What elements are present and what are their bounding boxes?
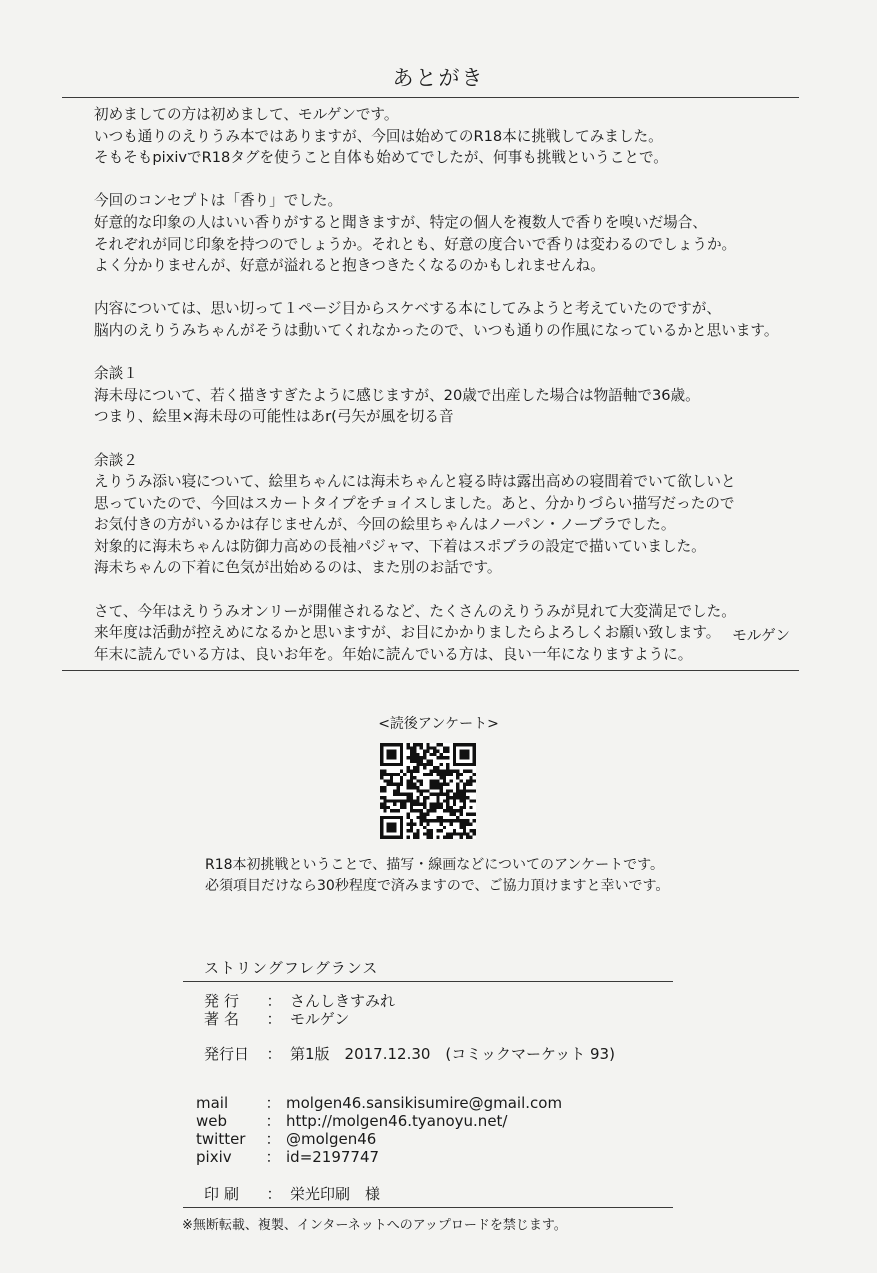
author-row xyxy=(204,1008,349,1029)
text-line: つまり、絵里×海未母の可能性はあr(弓矢が風を切る音 xyxy=(94,408,454,426)
author-value: モルゲン xyxy=(290,1010,350,1028)
text-line: そもそもpixivでR18タグを使うこと自体も始めてでしたが、何事も挑戦ということで。 xyxy=(94,149,668,167)
printer-value: 栄光印刷 様 xyxy=(290,1185,381,1203)
colophon-bottom-divider xyxy=(183,1207,673,1208)
text-line: 対象的に海未ちゃんは防御力高めの長袖パジャマ、下着はスポブラの設定で描いていました。 xyxy=(94,537,706,555)
survey-line: 必須項目だけなら30秒程度で済みますので、ご協力頂けますと幸いです。 xyxy=(205,878,670,894)
printer-row xyxy=(204,1183,380,1204)
colon: ： xyxy=(266,992,282,1010)
web-link[interactable]: http://molgen46.tyanoyu.net/ xyxy=(286,1112,508,1130)
colon: ： xyxy=(265,1094,281,1112)
text-line: 初めましての方は初めまして、モルゲンです。 xyxy=(94,106,399,123)
pixiv-id[interactable]: id=2197747 xyxy=(286,1148,380,1166)
book-title: ストリングフレグランス xyxy=(204,959,379,977)
text-line: それぞれが同じ印象を持つのでしょうか。それとも、好意の度合いで香りは変わるのでしょうか。 xyxy=(94,235,737,253)
colon: ： xyxy=(266,1010,282,1028)
contact-label: pixiv xyxy=(196,1148,232,1166)
text-line: 脳内のえりうみちゃんがそうは動いてくれなかったので、いつも通りの作風になっているかと思います。 xyxy=(94,321,779,339)
text-line: 来年度は活動が控えめになるかと思いますが、お目にかかりましたらよろしくお願い致します。 xyxy=(94,624,721,642)
text-line: 思っていたので、今回はスカートタイプをチョイスしました。あと、分かりづらい描写だったので xyxy=(94,494,735,512)
page-title: あとがき xyxy=(392,66,485,90)
text-line: 海未ちゃんの下着に色気が出始めるのは、また別のお話です。 xyxy=(94,559,502,577)
text-line: お気付きの方がいるかは存じませんが、今回の絵里ちゃんはノーパン・ノーブラでした。 xyxy=(94,516,676,534)
mail-link[interactable]: molgen46.sansikisumire@gmail.com xyxy=(286,1094,563,1112)
text-line: 今回のコンセプトは「香り」でした。 xyxy=(94,192,343,210)
twitter-link[interactable]: @molgen46 xyxy=(286,1130,377,1148)
survey-description xyxy=(205,855,669,897)
colon: ： xyxy=(265,1130,281,1148)
aside-heading: 余談１ xyxy=(94,365,138,383)
paragraph-aside-2 xyxy=(94,450,814,580)
colophon-divider xyxy=(183,981,673,982)
publisher-label: 発行 xyxy=(204,992,245,1010)
text-line: 好意的な印象の人はいい香りがすると聞きますが、特定の個人を複数人で香りを嗅いだ場合、 xyxy=(94,213,707,231)
copyright-notice: ※無断転載、複製、インターネットへのアップロードを禁じます。 xyxy=(182,1218,567,1233)
afterword-body xyxy=(94,104,814,687)
contact-label: twitter xyxy=(196,1130,246,1148)
contact-pixiv-row xyxy=(196,1146,379,1167)
paragraph-aside-1 xyxy=(94,363,814,428)
text-line: さて、今年はえりうみオンリーが開催されるなど、たくさんのえりうみが見れて大変満足でした。 xyxy=(94,602,736,620)
text-line: 年末に読んでいる方は、良いお年を。年始に読んでいる方は、良い一年になりますように。 xyxy=(94,645,693,663)
text-line: 内容については、思い切って１ページ目からスケベする本にしてみようと考えていたのですが、 xyxy=(94,300,721,318)
qr-code-icon[interactable] xyxy=(380,743,476,839)
publisher-value: さんしきすみれ xyxy=(290,992,396,1010)
colon: ： xyxy=(266,1045,282,1063)
date-label: 発行日 xyxy=(204,1045,250,1063)
author-label: 著名 xyxy=(204,1010,245,1028)
colon: ： xyxy=(266,1185,282,1203)
text-line: よく分かりませんが、好意が溢れると抱きつきたくなるのかもしれませんね。 xyxy=(94,257,605,275)
section-divider xyxy=(62,670,799,671)
text-line: 海未母について、若く描きすぎたように感じますが、20歳で出産した場合は物語軸で36歳。 xyxy=(94,386,700,404)
contact-label: mail xyxy=(196,1094,229,1112)
date-row xyxy=(204,1043,615,1064)
contact-label: web xyxy=(196,1112,228,1130)
title-divider xyxy=(62,97,799,98)
printer-label: 印刷 xyxy=(204,1185,245,1203)
text-line: えりうみ添い寝について、絵里ちゃんには海未ちゃんと寝る時は露出高めの寝間着でいて欲しいと xyxy=(94,473,736,491)
colon: ： xyxy=(265,1112,281,1130)
aside-heading: 余談２ xyxy=(94,451,138,469)
paragraph-greeting xyxy=(94,104,814,169)
survey-label: <読後アンケート> xyxy=(378,716,499,732)
paragraph-content xyxy=(94,298,814,341)
date-value: 第1版 2017.12.30 (コミックマーケット 93) xyxy=(290,1045,615,1063)
colon: ： xyxy=(265,1148,281,1166)
author-signature: モルゲン xyxy=(732,627,790,644)
text-line: いつも通りのえりうみ本ではありますが、今回は始めてのR18本に挑戦してみました。 xyxy=(94,127,663,145)
survey-line: R18本初挑戦ということで、描写・線画などについてのアンケートです。 xyxy=(205,857,665,873)
paragraph-concept xyxy=(94,190,814,276)
